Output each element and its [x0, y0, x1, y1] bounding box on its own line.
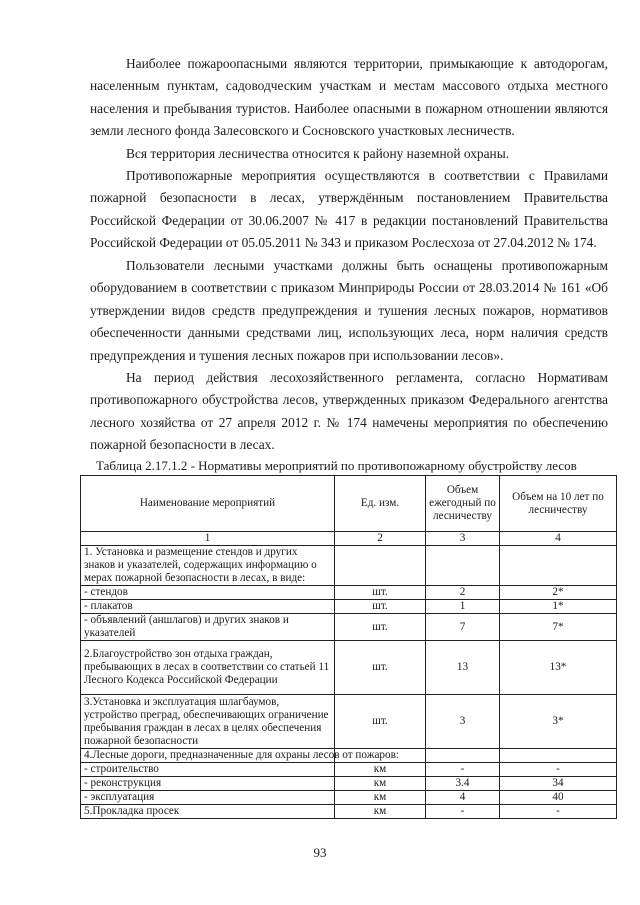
measure-name-cell: 1. Установка и размещение стендов и других знаков и указателей, содержащих информацию о мерах пожарной безопасности в лесах, в виде:	[81, 546, 335, 586]
measure-name-cell: - объявлений (аншлагов) и других знаков и указателей	[81, 614, 335, 641]
column-number: 3	[426, 532, 500, 546]
unit-cell: шт.	[335, 586, 426, 600]
annual-cell	[426, 546, 500, 586]
table-row	[81, 777, 617, 791]
annual-cell: -	[426, 763, 500, 777]
column-number: 2	[335, 532, 426, 546]
ten-year-cell: 40	[500, 791, 617, 805]
paragraph-fire-safety-rules: Противопожарные мероприятия осуществляются в соответствии с Правилами пожарной безопасности в лесах, утверждённым постановлением Правительства Российской Федерации от 30.06.2007 № 417 в редакции постановлений Правительства Российской Федерации от 05.05.2011 № 343 и приказом Рослесхоза от 27.04.2012 № 174.	[90, 168, 608, 251]
measure-name-cell: 4.Лесные дороги, предназначенные для охраны лесов от пожаров:	[81, 749, 335, 763]
unit-cell: км	[335, 763, 426, 777]
table-caption: Таблица 2.17.1.2 - Нормативы мероприятий по противопожарному обустройству лесов	[96, 458, 577, 473]
header-unit: Ед. изм.	[335, 476, 426, 532]
ten-year-cell: 13*	[500, 641, 617, 695]
annual-cell	[426, 749, 500, 763]
measure-name-cell: - стендов	[81, 586, 335, 600]
unit-cell: км	[335, 791, 426, 805]
page-number: 93	[313, 845, 327, 860]
fire-measures-table	[80, 475, 617, 819]
paragraph-ground-protection: Вся территория лесничества относится к району наземной охраны.	[126, 146, 510, 161]
table-row	[81, 791, 617, 805]
ten-year-cell: 3*	[500, 695, 617, 749]
paragraph-planned-measures: На период действия лесохозяйственного регламента, согласно Нормативам противопожарного обустройства лесов, утвержденных приказом Федерального агентства лесного хозяйства от 27 апреля 2012 г. № 174 намечены мероприятия по обеспечению пожарной безопасности в лесах.	[90, 370, 608, 453]
table-row	[81, 805, 617, 819]
ten-year-cell	[500, 546, 617, 586]
column-number: 1	[81, 532, 335, 546]
column-number-row	[81, 532, 617, 546]
unit-cell: км	[335, 777, 426, 791]
paragraph-fire-hazard-areas: Наиболее пожароопасными являются территории, примыкающие к автодорогам, населенным пунктам, садоводческим участкам и местам массового отдыха местного населения и пребывания туристов. Наиболее опасными в пожарном отношении являются земли лесного фонда Залесовского и Сосновского участковых лесничеств.	[90, 56, 608, 139]
header-measure-name: Наименование мероприятий	[81, 476, 335, 532]
measure-name-cell: 2.Благоустройство зон отдыха граждан, пребывающих в лесах в соответствии со статьей 11 Лесного Кодекса Российской Федерации	[81, 641, 335, 695]
annual-cell: 3.4	[426, 777, 500, 791]
paragraph-equipment-requirements: Пользователи лесными участками должны быть оснащены противопожарным оборудованием в соответствии с приказом Минприроды России от 28.03.2014 № 161 «Об утверждении видов средств предупреждения и тушения лесных пожаров, нормативов обеспеченности данными средствами лиц, использующих леса, норм наличия средств предупреждения и тушения лесных пожаров при использовании лесов».	[90, 258, 608, 363]
unit-cell	[335, 546, 426, 586]
unit-cell: шт.	[335, 695, 426, 749]
measure-name-cell: - реконструкция	[81, 777, 335, 791]
column-number: 4	[500, 532, 617, 546]
table-header-row	[81, 476, 617, 532]
unit-cell: шт.	[335, 600, 426, 614]
table-row	[81, 600, 617, 614]
table-row	[81, 586, 617, 600]
measure-name-cell: - плакатов	[81, 600, 335, 614]
unit-cell: км	[335, 805, 426, 819]
annual-cell: 2	[426, 586, 500, 600]
ten-year-cell: -	[500, 805, 617, 819]
annual-cell: 3	[426, 695, 500, 749]
measure-name-cell: - эксплуатация	[81, 791, 335, 805]
unit-cell: шт.	[335, 614, 426, 641]
measure-name-cell: 5.Прокладка просек	[81, 805, 335, 819]
measure-name-cell: 3.Установка и эксплуатация шлагбаумов, устройство преград, обеспечивающих ограничение пребывания граждан в лесах в целях обеспечения пожарной безопасности	[81, 695, 335, 749]
ten-year-cell: 2*	[500, 586, 617, 600]
table-row	[81, 546, 617, 586]
header-ten-year-volume: Объем на 10 лет по лесничеству	[500, 476, 617, 532]
table-row	[81, 614, 617, 641]
measure-name-cell: - строительство	[81, 763, 335, 777]
ten-year-cell: 1*	[500, 600, 617, 614]
annual-cell: 1	[426, 600, 500, 614]
annual-cell: 7	[426, 614, 500, 641]
table-row	[81, 695, 617, 749]
header-annual-volume: Объем ежегодный по лесничеству	[426, 476, 500, 532]
unit-cell: шт.	[335, 641, 426, 695]
table-row	[81, 641, 617, 695]
ten-year-cell: -	[500, 763, 617, 777]
table-row	[81, 763, 617, 777]
table-row	[81, 749, 617, 763]
ten-year-cell: 34	[500, 777, 617, 791]
annual-cell: 4	[426, 791, 500, 805]
annual-cell: -	[426, 805, 500, 819]
ten-year-cell	[500, 749, 617, 763]
ten-year-cell: 7*	[500, 614, 617, 641]
annual-cell: 13	[426, 641, 500, 695]
